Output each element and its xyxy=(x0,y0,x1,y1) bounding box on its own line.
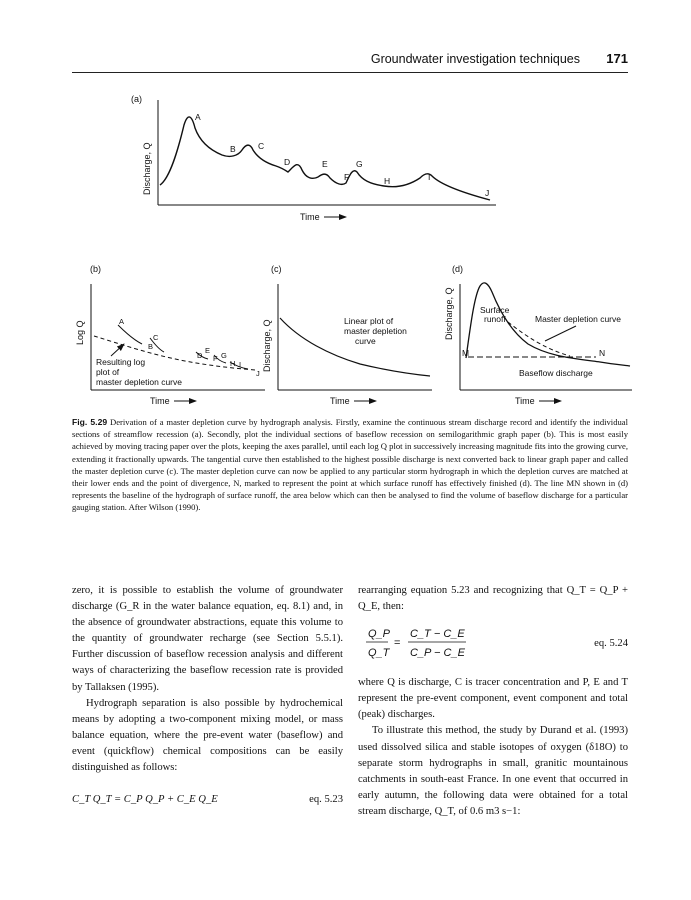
point-i-label: I xyxy=(428,172,431,182)
figure-5-29 xyxy=(0,0,691,410)
eq-lhs-numerator: Q_P xyxy=(368,628,391,641)
point-e-label: E xyxy=(322,159,328,169)
b-point-h: H xyxy=(230,359,236,368)
equation-5-23-body: C_T Q_T = C_P Q_P + C_E Q_E xyxy=(72,794,218,806)
b-point-i: I xyxy=(239,360,242,369)
panel-b-ylabel: Log Q xyxy=(75,320,85,345)
b-point-c: C xyxy=(153,333,159,342)
panel-b-xlabel: Time xyxy=(150,396,170,406)
left-column xyxy=(72,583,343,808)
caption-text: Derivation of a master depletion curve by hydrograph analysis. Firstly, examine the continuous stream discharge record and identify the individual sections of streamflow recession (a). Secondly, plot the individual sections of baseflow recession on semilogarithmic graph paper (b). This is most easily achieved by moving tracing paper over the plots, keeping the axes parallel, until each log Q plot in successively increasing magnitude fits into the growing curve, extending it fractionally upwards. The tangential curve then established to the highest possible discharge is next converted back to linear graph paper and called the master depletion curve (c). The master depletion curve can now be applied to any particular storm hydrograph in which the depletion curves are matched at their lower ends and the point of divergence, N, marked to represent the point at which surface runoff has effectively finished (d). The line MN shown in (d) represents the baseline of the hydrograph of surface runoff, the area below which can then be analysed to find the volume of baseflow discharge for a particular gauging station. After Wilson (1990). xyxy=(72,417,628,513)
caption-label: Fig. 5.29 xyxy=(72,417,108,427)
point-h-label: H xyxy=(384,176,391,186)
equation-5-23 xyxy=(72,792,343,808)
panel-d-ylabel: Discharge, Q xyxy=(444,287,454,340)
panel-c-annotation-3: curve xyxy=(355,336,376,346)
equation-5-24 xyxy=(358,621,628,667)
right-para-1: rearranging equation 5.23 and recognizing that Q_T = Q_P + Q_E, then: xyxy=(358,585,628,613)
panel-b-annotation-3: master depletion curve xyxy=(96,377,182,387)
panel-d-surface-runoff-2: runoff xyxy=(484,314,506,324)
panel-c-label: (c) xyxy=(271,264,282,274)
equation-5-24-number: eq. 5.24 xyxy=(594,638,628,650)
b-point-j: J xyxy=(256,369,260,378)
panel-d-xlabel: Time xyxy=(515,396,535,406)
panel-d-master-depletion-curve xyxy=(508,322,570,356)
point-f-label: F xyxy=(344,172,350,182)
point-g-label: G xyxy=(356,159,363,169)
panel-d-label: (d) xyxy=(452,264,463,274)
b-point-g: G xyxy=(221,351,227,360)
left-para-2: Hydrograph separation is also possible by hydrochemical means by adopting a two-component mixing model, or mass balance equation, where the pre-event water (baseflow) and event (quickflow) chemical compositions can be easily distinguished as follows: xyxy=(72,697,343,774)
panel-d-baseflow-label: Baseflow discharge xyxy=(519,368,593,378)
point-b-label: B xyxy=(230,144,236,154)
panel-c-annotation-2: master depletion xyxy=(344,326,407,336)
panel-d-point-m: M xyxy=(462,348,470,358)
panel-b-annotation-1: Resulting log xyxy=(96,357,146,367)
panel-d-master-curve-label: Master depletion curve xyxy=(535,314,621,324)
panel-c xyxy=(262,264,432,406)
right-column xyxy=(358,583,628,820)
panel-c-xlabel: Time xyxy=(330,396,350,406)
point-c-label: C xyxy=(258,141,265,151)
panel-c-ylabel: Discharge, Q xyxy=(262,319,272,372)
panel-d-point-n: N xyxy=(599,348,606,358)
panel-b-label: (b) xyxy=(90,264,101,274)
b-point-d: D xyxy=(197,351,203,360)
panel-a-xlabel: Time xyxy=(300,212,320,222)
panel-b-annotation-2: plot of xyxy=(96,367,120,377)
panel-a xyxy=(131,94,496,222)
b-point-b: B xyxy=(148,342,154,351)
point-a-label: A xyxy=(195,112,201,122)
equation-5-24-fraction xyxy=(366,621,486,667)
panel-b xyxy=(75,264,265,406)
point-j-label: J xyxy=(485,188,490,198)
right-para-3: To illustrate this method, the study by Durand et al. (1993) used dissolved silica and stable isotopes of oxygen (δ18O) to separate storm hydrographs in small, granitic mountainous catchments in south-east France. In one event that occurred in early autumn, the following data were obtained for a total stream discharge, Q_T, of 0.6 m3 s−1: xyxy=(358,725,628,817)
eq-rhs-denominator: C_P − C_E xyxy=(410,647,465,660)
eq-rhs-numerator: C_T − C_E xyxy=(410,628,465,641)
eq-lhs-denominator: Q_T xyxy=(368,647,390,660)
right-para-2: where Q is discharge, C is tracer concentration and P, E and T represent the pre-event component, event component and total (peak) discharges. xyxy=(358,677,628,721)
panel-a-label: (a) xyxy=(131,94,142,104)
page-number: 171 xyxy=(606,51,628,66)
left-para-1: zero, it is possible to establish the volume of groundwater discharge (G_R in the water balance equation, eq. 8.1) and, in the absence of groundwater abstractions, equate this volume to the quantity of groundwater recharge (see Section 5.5.1). Further discussion of baseflow recession analysis and different ways of characterizing the baseflow recession rate is provided by Tallaksen (1995). xyxy=(72,585,343,693)
panel-c-annotation-1: Linear plot of xyxy=(344,316,394,326)
equation-5-23-number: eq. 5.23 xyxy=(309,794,343,806)
point-d-label: D xyxy=(284,157,291,167)
b-point-e: E xyxy=(205,346,211,355)
b-point-a: A xyxy=(119,317,125,326)
panel-d-surface-runoff-1: Surface xyxy=(480,305,510,315)
panel-b-pointer-arrow xyxy=(111,344,124,356)
b-point-f: F xyxy=(213,354,218,363)
panel-d xyxy=(444,264,632,406)
panel-d-storm-hydrograph xyxy=(466,283,630,366)
panel-a-ylabel: Discharge, Q xyxy=(142,142,152,195)
panel-d-leader-line xyxy=(545,326,576,341)
running-title: Groundwater investigation techniques xyxy=(370,52,580,66)
eq-equals-sign: = xyxy=(394,637,401,650)
figure-caption xyxy=(72,416,628,514)
